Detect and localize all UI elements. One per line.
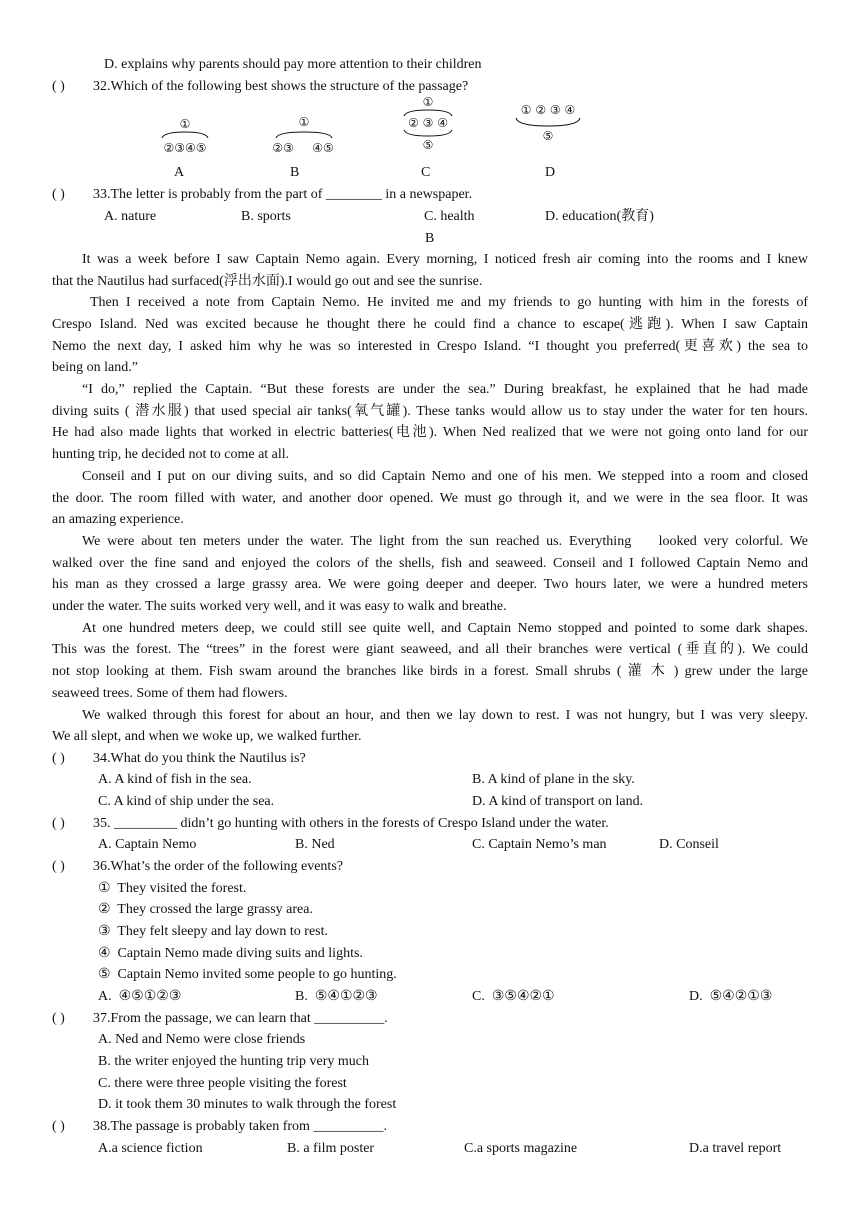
passage-line: We walked through this forest for about an hour, and then we lay down to rest. I was not hungry, but I was very sleepy. [82,708,808,723]
passage-line: This was the forest. The “trees” in the forest were giant seaweed, and all their branches were vertical (垂直的). We could [52,642,808,657]
q35-option-d[interactable]: D. Conseil [659,837,719,852]
passage-line: under the water. The suits worked very well, and it was easy to walk and breathe. [52,599,507,614]
passage-line: the door. The room filled with water, and another door opened. We must go through it, and we were in the sea floor. It was [52,491,808,506]
q38-option-d[interactable]: D.a travel report [689,1141,782,1156]
passage-line: He had also made lights that worked in electric batteries(电池). When Ned realized that we were not going onto land for our [52,425,808,440]
answer-blank-32[interactable]: ( ) [52,79,65,94]
q36-event-4: ④ Captain Nemo made diving suits and lights. [98,946,363,961]
q36-event-5: ⑤ Captain Nemo invited some people to go hunting. [98,967,397,982]
passage-line: an amazing experience. [52,512,184,527]
diagram-b-bottom-right: ④⑤ [312,141,334,155]
passage-line: hunting trip, he decided not to come at all. [52,447,290,462]
diagram-label-b: B [290,165,300,180]
q35-option-b[interactable]: B. Ned [295,837,335,852]
diagram-label-c: C [421,165,431,180]
q33-option-d[interactable]: D. education(教育) [545,209,654,224]
passage-line: “I do,” replied the Captain. “But these forests are under the sea.” During breakfast, he explained that he had made [82,382,808,397]
diagram-b-top: ① [298,115,310,129]
q37-option-d[interactable]: D. it took them 30 minutes to walk through the forest [98,1097,397,1112]
q36-event-1: ① They visited the forest. [98,881,247,896]
q33-option-a[interactable]: A. nature [104,209,157,224]
question-37-stem: 37.From the passage, we can learn that __________. [93,1011,388,1026]
question-35-stem: 35. _________ didn’t go hunting with others in the forests of Crespo Island under the water. [93,816,609,831]
answer-blank-37[interactable]: ( ) [52,1011,65,1026]
passage-line: Then I received a note from Captain Nemo. He invited me and my friends to go hunting with him in the forests of [90,295,808,310]
section-label: B [425,231,435,246]
question-32-stem: 32.Which of the following best shows the structure of the passage? [93,79,469,94]
question-33-stem: 33.The letter is probably from the part of ________ in a newspaper. [93,187,473,202]
q36-event-3: ③ They felt sleepy and lay down to rest. [98,924,329,939]
question-36-stem: 36.What’s the order of the following events? [93,859,343,874]
q35-option-c[interactable]: C. Captain Nemo’s man [472,837,607,852]
question-34-stem: 34.What do you think the Nautilus is? [93,751,306,766]
q38-option-a[interactable]: A.a science fiction [98,1141,203,1156]
q33-option-c[interactable]: C. health [424,209,475,224]
diagram-label-a: A [174,165,185,180]
structure-diagram-a [150,116,220,158]
structure-diagram-d [510,100,586,144]
q33-option-b[interactable]: B. sports [241,209,291,224]
diagram-a-bottom: ②③④⑤ [163,141,207,155]
diagram-c-middle: ② ③ ④ [408,116,448,130]
option-d-previous: D. explains why parents should pay more attention to their children [104,57,482,72]
q36-option-d[interactable]: D. ⑤④②①③ [689,989,773,1004]
diagram-a-top: ① [179,117,191,131]
answer-blank-35[interactable]: ( ) [52,816,65,831]
q34-option-b[interactable]: B. A kind of plane in the sky. [472,772,635,787]
passage-line: diving suits ( 潜水服) that used special air tanks(氧气罐). These tanks would allow us to stay under the water for ten hours. [52,404,808,419]
answer-blank-38[interactable]: ( ) [52,1119,65,1134]
answer-blank-36[interactable]: ( ) [52,859,65,874]
diagram-c-top: ① [422,95,434,109]
q36-event-2: ② They crossed the large grassy area. [98,902,313,917]
q37-option-c[interactable]: C. there were three people visiting the forest [98,1076,347,1091]
diagram-d-top: ① ② ③ ④ [520,103,576,117]
passage-line: not stop looking at them. Fish swam around the branches like birds in a forest. Small shrubs ( 灌 木 ) grew under the large [52,664,808,679]
q37-option-a[interactable]: A. Ned and Nemo were close friends [98,1032,306,1047]
passage-line: seaweed trees. Some of them had flowers. [52,686,288,701]
answer-blank-34[interactable]: ( ) [52,751,65,766]
structure-diagram-c [396,92,460,156]
q36-option-a[interactable]: A. ④⑤①②③ [98,989,182,1004]
passage-line: We were about ten meters under the water. The light from the sun reached us. Everything looked very colorful. We [82,534,808,549]
q34-option-a[interactable]: A. A kind of fish in the sea. [98,772,252,787]
question-38-stem: 38.The passage is probably taken from __________. [93,1119,387,1134]
q36-option-b[interactable]: B. ⑤④①②③ [295,989,378,1004]
q38-option-c[interactable]: C.a sports magazine [464,1141,578,1156]
q34-option-d[interactable]: D. A kind of transport on land. [472,794,644,809]
q36-option-c[interactable]: C. ③⑤④②① [472,989,555,1004]
q37-option-b[interactable]: B. the writer enjoyed the hunting trip very much [98,1054,369,1069]
q34-option-c[interactable]: C. A kind of ship under the sea. [98,794,275,809]
diagram-label-d: D [545,165,556,180]
diagram-d-bottom: ⑤ [542,129,554,143]
structure-diagram-b [268,112,340,158]
passage-line: Crespo Island. Ned was excited because he thought there he could find a chance to escape(逃跑). When I saw Captain [52,317,808,332]
passage-line: We all slept, and when we woke up, we walked further. [52,729,362,744]
diagram-b-bottom-left: ②③ [272,141,294,155]
answer-blank-33[interactable]: ( ) [52,187,65,202]
passage-line: It was a week before I saw Captain Nemo again. Every morning, I noticed fresh air coming into the rooms and I knew [82,252,808,267]
passage-line: being on land.” [52,360,138,375]
passage-line: walked over the fine sand and enjoyed the colors of the shells, fish and seaweed. Conseil and I followed Captain Nemo and [52,556,808,571]
passage-line: Conseil and I put on our diving suits, and so did Captain Nemo and one of his men. We stepped into a room and closed [82,469,808,484]
q35-option-a[interactable]: A. Captain Nemo [98,837,197,852]
passage-line: that the Nautilus had surfaced(浮出水面).I would go out and see the sunrise. [52,274,483,289]
passage-line: At one hundred meters deep, we could still see quite well, and Captain Nemo stopped and pointed to some dark shapes. [82,621,808,636]
diagram-c-bottom: ⑤ [422,138,434,152]
q38-option-b[interactable]: B. a film poster [287,1141,375,1156]
passage-line: his man as they crossed a large grassy area. We were going deeper and deeper. Two hours later, we were a hundred meters [52,577,808,592]
passage-line: Nemo the next day, I asked him why he was so interested in Crespo Island. “I thought you preferred(更喜欢) the sea to [52,339,808,354]
